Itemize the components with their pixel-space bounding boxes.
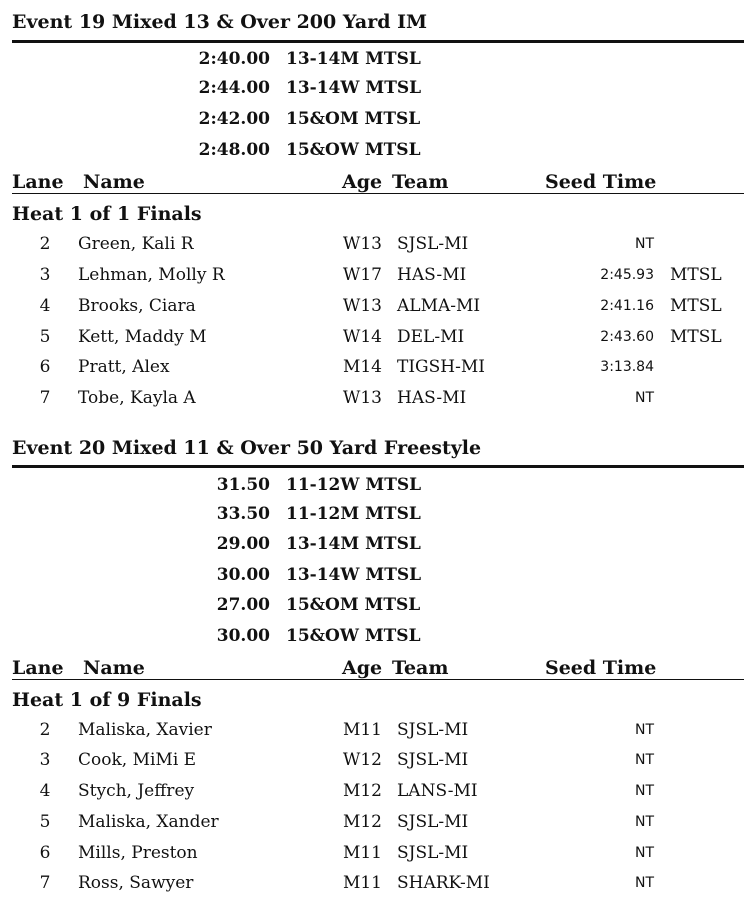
name-cell: Lehman, Molly R — [78, 265, 225, 285]
standard-label: 15&OM MTSL — [286, 595, 421, 615]
age-cell: W13 — [342, 296, 382, 316]
team-cell: HAS-MI — [397, 265, 467, 285]
name-cell: Cook, MiMi E — [78, 750, 197, 770]
header-divider — [12, 679, 744, 680]
lane-cell: 5 — [39, 812, 51, 832]
lane-cell: 4 — [39, 781, 51, 801]
event-divider — [12, 40, 744, 43]
name-cell: Stych, Jeffrey — [78, 781, 195, 801]
standard-label: 11-12W MTSL — [286, 475, 422, 495]
age-cell: W12 — [342, 750, 382, 770]
team-cell: SJSL-MI — [397, 750, 469, 770]
standard-time: 2:48.00 — [198, 140, 270, 160]
standard-time: 29.00 — [216, 534, 270, 554]
name-cell: Mills, Preston — [78, 843, 198, 863]
header-team: Team — [392, 171, 449, 193]
standard-label: 13-14W MTSL — [286, 78, 422, 98]
lane-cell: 6 — [39, 357, 51, 377]
header-name: Name — [83, 657, 145, 679]
header-name: Name — [83, 171, 145, 193]
seed-time-cell: 2:41.16 — [600, 298, 654, 314]
team-cell: HAS-MI — [397, 388, 467, 408]
age-cell: W17 — [342, 265, 382, 285]
age-cell: M12 — [342, 781, 382, 801]
age-cell: W13 — [342, 388, 382, 408]
seed-time-cell: NT — [634, 236, 654, 252]
age-cell: M11 — [342, 843, 382, 863]
lane-cell: 7 — [39, 873, 51, 893]
team-cell: SJSL-MI — [397, 843, 469, 863]
age-cell: W13 — [342, 234, 382, 254]
standard-time: 27.00 — [216, 595, 270, 615]
standard-label: 15&OM MTSL — [286, 109, 421, 129]
header-lane: Lane — [12, 657, 64, 679]
standard-time: 30.00 — [216, 626, 270, 646]
standard-time: 30.00 — [216, 565, 270, 585]
event-title: Event 20 Mixed 11 & Over 50 Yard Freestyle — [12, 437, 482, 459]
lane-cell: 4 — [39, 296, 51, 316]
lane-cell: 3 — [39, 265, 51, 285]
lane-cell: 6 — [39, 843, 51, 863]
name-cell: Ross, Sawyer — [78, 873, 194, 893]
standard-flag-cell: MTSL — [670, 327, 722, 347]
event-divider — [12, 465, 744, 468]
standard-time: 2:42.00 — [198, 109, 270, 129]
seed-time-cell: NT — [634, 783, 654, 799]
header-seed-time: Seed Time — [545, 171, 657, 193]
lane-cell: 2 — [39, 720, 51, 740]
heat-heading: Heat 1 of 9 Finals — [12, 689, 202, 711]
age-cell: M11 — [342, 720, 382, 740]
age-cell: M12 — [342, 812, 382, 832]
header-age: Age — [342, 171, 383, 193]
name-cell: Kett, Maddy M — [78, 327, 207, 347]
header-lane: Lane — [12, 171, 64, 193]
standard-flag-cell: MTSL — [670, 265, 722, 285]
standard-label: 11-12M MTSL — [286, 504, 421, 524]
name-cell: Tobe, Kayla A — [78, 388, 196, 408]
seed-time-cell: NT — [634, 845, 654, 861]
age-cell: M11 — [342, 873, 382, 893]
seed-time-cell: 2:43.60 — [600, 329, 654, 345]
standard-time: 33.50 — [216, 504, 270, 524]
name-cell: Brooks, Ciara — [78, 296, 196, 316]
event-title: Event 19 Mixed 13 & Over 200 Yard IM — [12, 11, 428, 33]
lane-cell: 5 — [39, 327, 51, 347]
header-divider — [12, 193, 744, 194]
lane-cell: 3 — [39, 750, 51, 770]
team-cell: SHARK-MI — [397, 873, 490, 893]
standard-flag-cell: MTSL — [670, 296, 722, 316]
team-cell: SJSL-MI — [397, 720, 469, 740]
header-age: Age — [342, 657, 383, 679]
heat-heading: Heat 1 of 1 Finals — [12, 203, 202, 225]
age-cell: M14 — [342, 357, 382, 377]
name-cell: Maliska, Xavier — [78, 720, 212, 740]
name-cell: Green, Kali R — [78, 234, 194, 254]
team-cell: SJSL-MI — [397, 234, 469, 254]
standard-time: 31.50 — [216, 475, 270, 495]
seed-time-cell: NT — [634, 875, 654, 891]
standard-label: 13-14W MTSL — [286, 565, 422, 585]
standard-time: 2:44.00 — [198, 78, 270, 98]
team-cell: LANS-MI — [397, 781, 478, 801]
seed-time-cell: NT — [634, 814, 654, 830]
seed-time-cell: NT — [634, 390, 654, 406]
name-cell: Pratt, Alex — [78, 357, 170, 377]
lane-cell: 7 — [39, 388, 51, 408]
seed-time-cell: 2:45.93 — [600, 267, 654, 283]
standard-label: 13-14M MTSL — [286, 534, 421, 554]
standard-label: 13-14M MTSL — [286, 49, 421, 69]
header-seed-time: Seed Time — [545, 657, 657, 679]
team-cell: TIGSH-MI — [397, 357, 485, 377]
name-cell: Maliska, Xander — [78, 812, 219, 832]
standard-time: 2:40.00 — [198, 49, 270, 69]
lane-cell: 2 — [39, 234, 51, 254]
standard-label: 15&OW MTSL — [286, 140, 421, 160]
team-cell: ALMA-MI — [397, 296, 481, 316]
seed-time-cell: NT — [634, 752, 654, 768]
seed-time-cell: 3:13.84 — [600, 359, 654, 375]
age-cell: W14 — [342, 327, 382, 347]
team-cell: SJSL-MI — [397, 812, 469, 832]
seed-time-cell: NT — [634, 722, 654, 738]
team-cell: DEL-MI — [397, 327, 465, 347]
header-team: Team — [392, 657, 449, 679]
standard-label: 15&OW MTSL — [286, 626, 421, 646]
